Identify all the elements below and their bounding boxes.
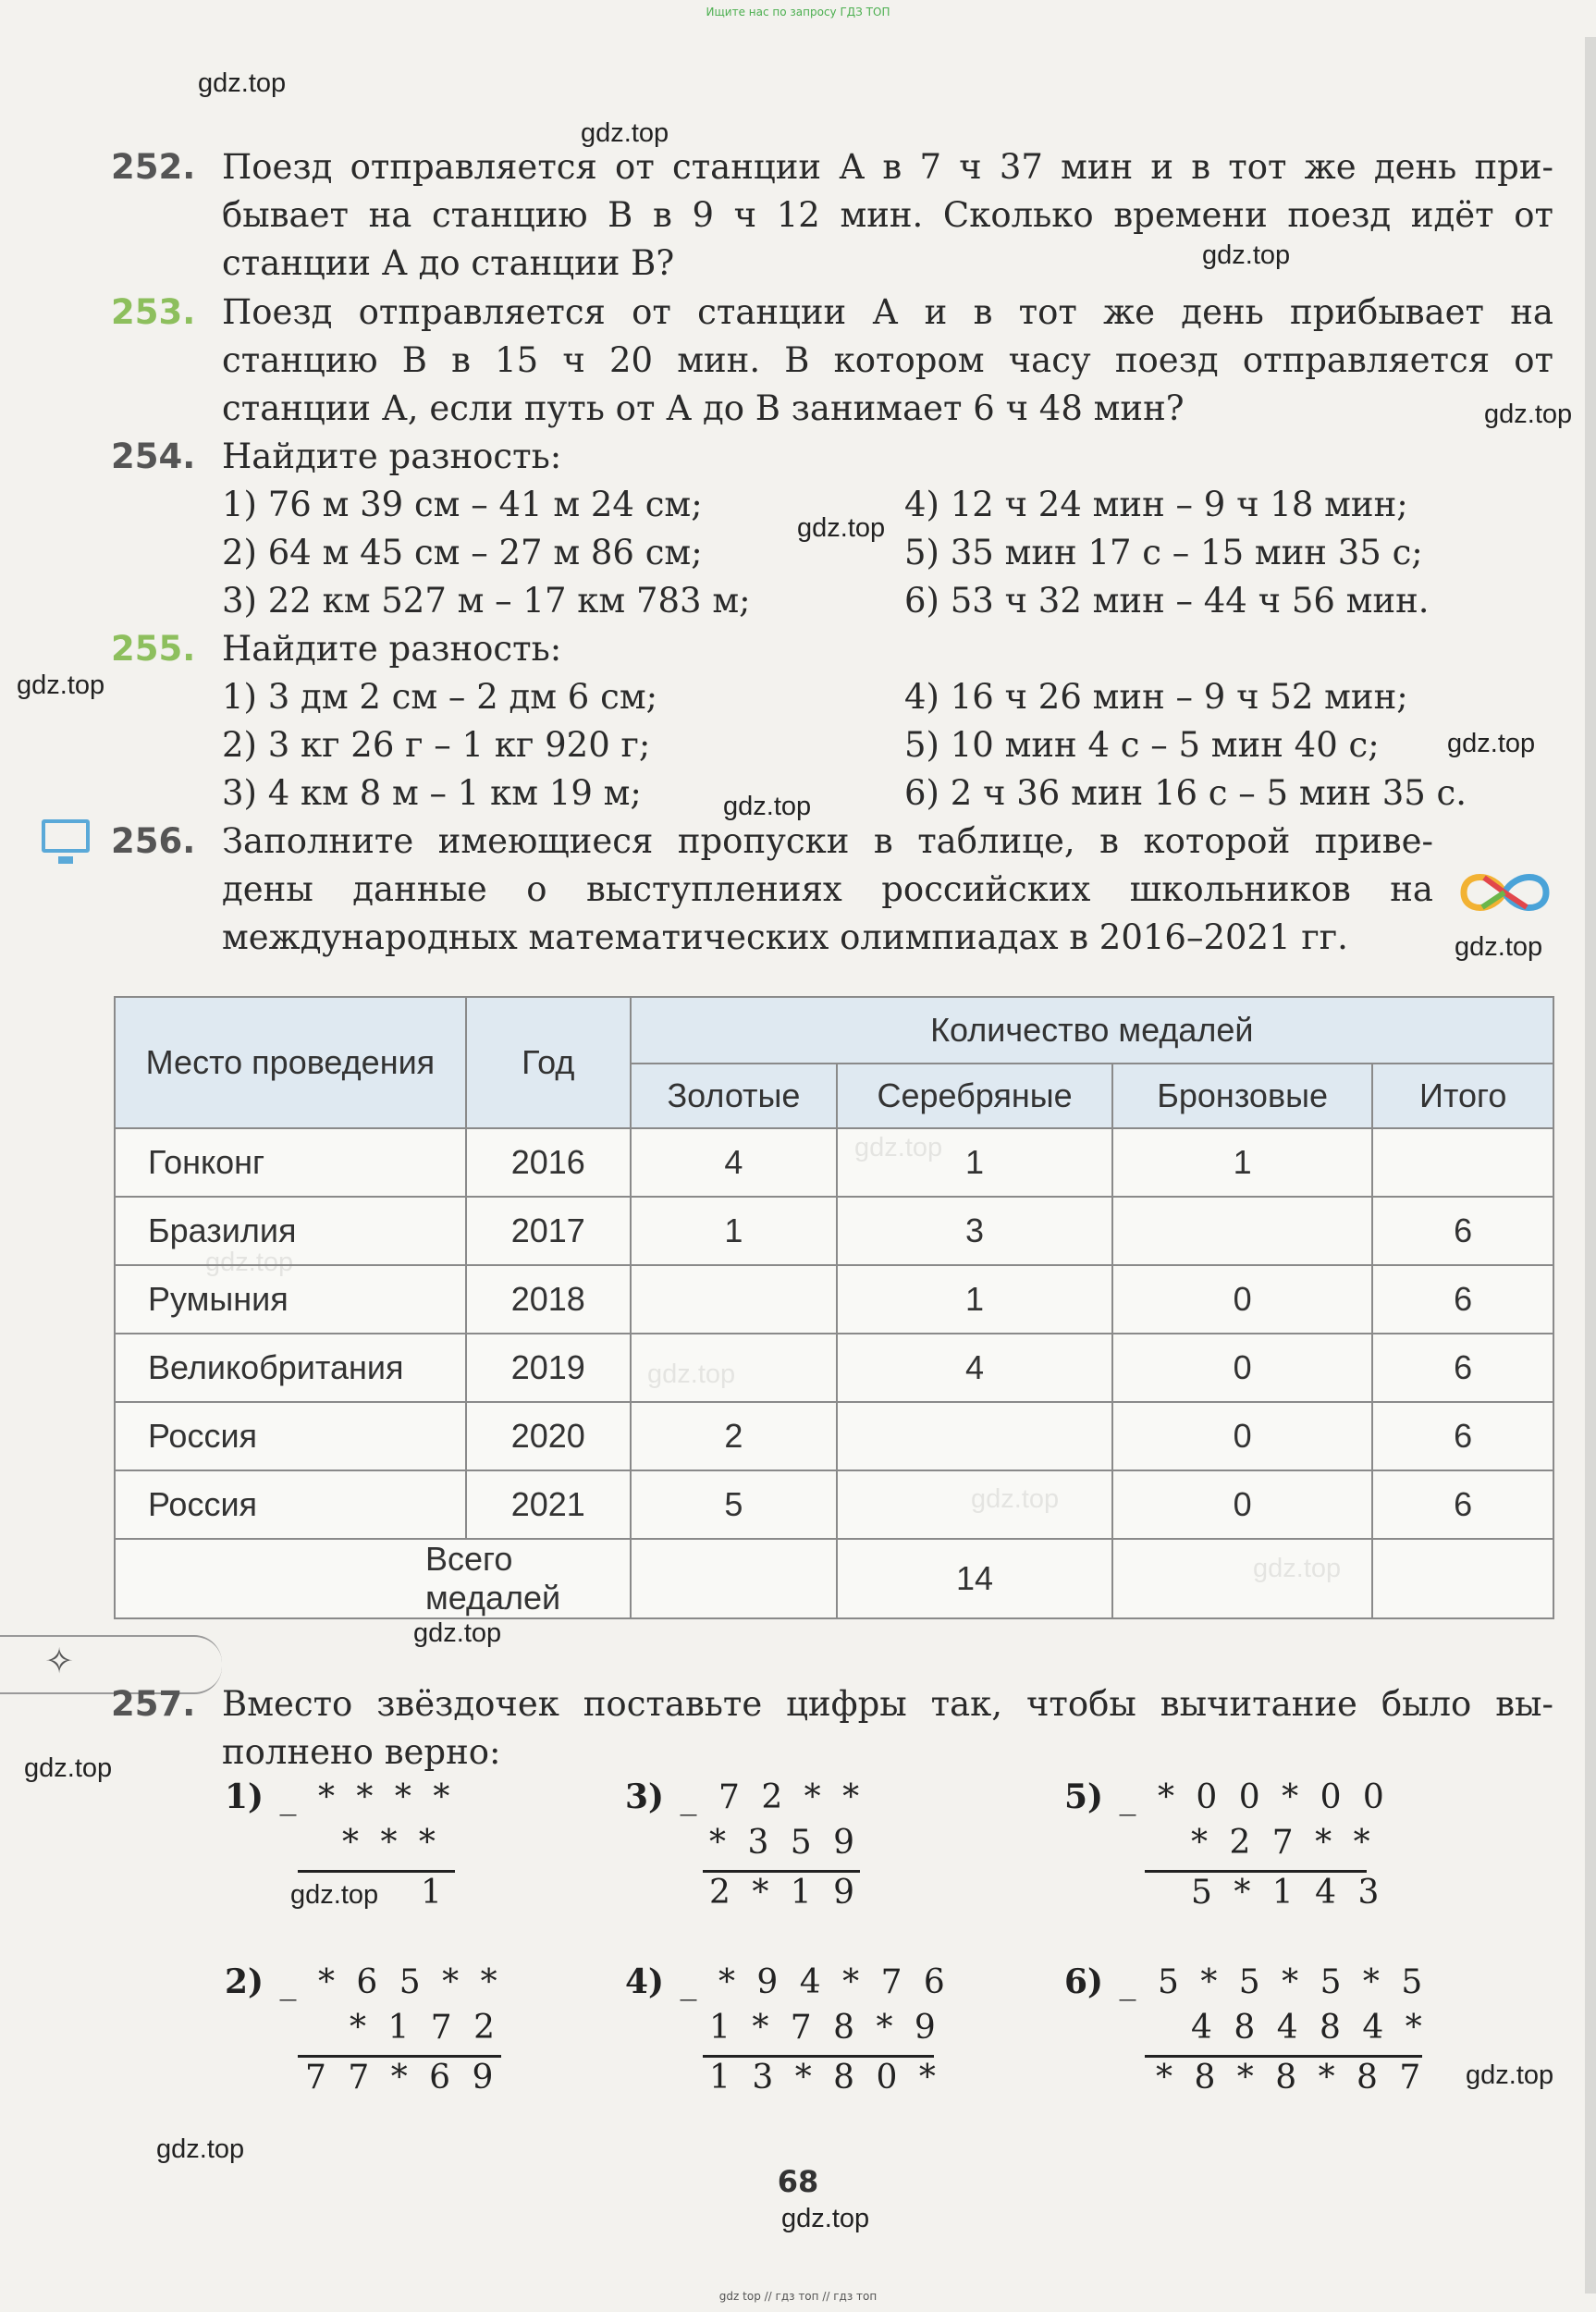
task-text-line: Заполните имеющиеся пропуски в таблице, в которой приве-	[222, 821, 1433, 861]
header-bronze: Бронзовые	[1112, 1064, 1373, 1128]
sum-line	[1145, 2055, 1422, 2058]
task-text-line: Вместо звёздочек поставьте цифры так, чтобы вычитание было вы-	[222, 1684, 1553, 1724]
cell-total: 6	[1372, 1334, 1553, 1402]
task-256	[111, 818, 1433, 962]
puzzle-label: 3)	[625, 1777, 665, 1816]
task-item: 2) 64 м 45 см – 27 м 86 см;	[222, 533, 703, 572]
task-item: 6) 53 ч 32 мин – 44 ч 56 мин.	[904, 581, 1430, 621]
header-gold: Золотые	[631, 1064, 838, 1128]
task-number: 253.	[111, 292, 196, 332]
cell-total-label: Всего медалей	[115, 1539, 631, 1618]
table-row	[115, 1197, 1553, 1265]
medals-table	[114, 996, 1554, 1619]
watermark: gdz.top	[581, 118, 669, 148]
task-text-line: Поезд отправляется от станции А и в тот же день прибывает на	[222, 292, 1553, 332]
difference: * 8 * 8 * 8 7	[1156, 2059, 1427, 2097]
subtrahend: * * *	[342, 1824, 441, 1862]
task-253	[111, 289, 1553, 433]
task-item: 3) 22 км 527 м – 17 км 783 м;	[222, 581, 751, 621]
table-row	[115, 1128, 1553, 1197]
sum-line	[703, 2055, 934, 2058]
task-text-line: дены данные о выступлениях российских школьников на	[222, 869, 1433, 909]
cell-bronze	[1112, 1197, 1373, 1265]
task-255	[111, 625, 1553, 673]
header-silver: Серебряные	[837, 1064, 1112, 1128]
computer-icon	[42, 819, 90, 853]
watermark: gdz.top	[723, 792, 812, 821]
sum-line	[703, 1870, 860, 1873]
subtrahend: * 1 7 2	[350, 2009, 501, 2047]
task-257	[111, 1680, 1553, 1777]
header-total: Итого	[1372, 1064, 1553, 1128]
page-edge	[1585, 37, 1596, 2294]
task-number: 256.	[111, 821, 196, 861]
cell-bronze: 0	[1112, 1402, 1373, 1470]
star-icon: ✧	[44, 1641, 74, 1681]
task-number: 254.	[111, 437, 196, 476]
sum-line	[1145, 1870, 1367, 1873]
task-item: 5) 35 мин 17 с – 15 мин 35 с;	[904, 533, 1423, 572]
cell-total	[1372, 1128, 1553, 1197]
puzzle-label: 2)	[225, 1962, 264, 2001]
table-total-row	[115, 1539, 1553, 1618]
cell-place: Румыния	[115, 1265, 466, 1334]
task-item: 4) 16 ч 26 мин – 9 ч 52 мин;	[904, 677, 1408, 717]
cell-place: Россия	[115, 1470, 466, 1539]
task-254	[111, 433, 1553, 481]
task-text-line: станцию В в 15 ч 20 мин. В котором часу поезд отправляется от	[222, 340, 1553, 380]
task-text-line: полнено верно:	[222, 1732, 501, 1772]
cell-total: 6	[1372, 1402, 1553, 1470]
puzzle-label: 1)	[225, 1777, 264, 1816]
cell-silver	[837, 1470, 1112, 1539]
cell-gold: 1	[631, 1197, 838, 1265]
minuend: _ * 6 5 * *	[279, 1963, 503, 2001]
watermark: gdz.top	[290, 1880, 379, 1910]
task-text-line: Поезд отправляется от станции А в 7 ч 37 мин и в тот же день при-	[222, 147, 1553, 187]
cell-silver: 1	[837, 1265, 1112, 1334]
cell-silver: 3	[837, 1197, 1112, 1265]
cell-total-silver: 14	[837, 1539, 1112, 1618]
cell-year: 2019	[466, 1334, 631, 1402]
cell-silver: 1	[837, 1128, 1112, 1197]
watermark: gdz.top	[797, 513, 886, 543]
cell-bronze: 1	[1112, 1128, 1373, 1197]
watermark: gdz.top	[413, 1618, 502, 1648]
cell-year: 2021	[466, 1470, 631, 1539]
watermark: gdz.top	[24, 1753, 113, 1783]
cell-bronze: 0	[1112, 1265, 1373, 1334]
difference: 1 3 * 8 0 *	[709, 2059, 941, 2097]
subtrahend: 4 8 4 8 4 *	[1191, 2009, 1428, 2047]
difference: 7 7 * 6 9	[305, 2059, 499, 2097]
cell-gold: 2	[631, 1402, 838, 1470]
watermark: gdz.top	[198, 68, 287, 98]
cell-total: 6	[1372, 1197, 1553, 1265]
task-number: 252.	[111, 147, 196, 187]
subtrahend: 1 * 7 8 * 9	[709, 2009, 941, 2047]
cell-gold: 4	[631, 1128, 838, 1197]
watermark: gdz.top	[17, 670, 105, 700]
cell-year: 2018	[466, 1265, 631, 1334]
task-title: Найдите разность:	[222, 629, 562, 669]
cell-total: 6	[1372, 1265, 1553, 1334]
task-item: 5) 10 мин 4 с – 5 мин 40 с;	[904, 725, 1380, 765]
table-row	[115, 1470, 1553, 1539]
task-number: 257.	[111, 1684, 196, 1724]
cell-place: Бразилия	[115, 1197, 466, 1265]
task-text-line: станции А, если путь от А до В занимает 6 ч 48 мин?	[222, 388, 1185, 428]
cell-silver	[837, 1402, 1112, 1470]
page-number: 68	[777, 2164, 819, 2199]
cell-place: Великобритания	[115, 1334, 466, 1402]
cell-total-gold	[631, 1539, 838, 1618]
task-item: 4) 12 ч 24 мин – 9 ч 18 мин;	[904, 485, 1408, 524]
minuend: _ * 0 0 * 0 0	[1119, 1778, 1390, 1816]
cell-total: 6	[1372, 1470, 1553, 1539]
cell-gold	[631, 1265, 838, 1334]
cell-year: 2017	[466, 1197, 631, 1265]
task-item: 2) 3 кг 26 г – 1 кг 920 г;	[222, 725, 651, 765]
task-item: 6) 2 ч 36 мин 16 с – 5 мин 35 с.	[904, 773, 1467, 813]
header-medals: Количество медалей	[631, 997, 1553, 1064]
task-item: 3) 4 км 8 м – 1 км 19 м;	[222, 773, 642, 813]
subtrahend: * 2 7 * *	[1191, 1824, 1376, 1862]
table-row	[115, 1402, 1553, 1470]
task-252	[111, 143, 1553, 288]
minuend: _ * 9 4 * 7 6	[680, 1963, 951, 2001]
sum-line	[298, 2055, 501, 2058]
difference: 5 * 1 4 3	[1191, 1874, 1385, 1912]
puzzle-label: 5)	[1064, 1777, 1104, 1816]
cell-silver: 4	[837, 1334, 1112, 1402]
sum-line	[298, 1870, 455, 1873]
cell-year: 2020	[466, 1402, 631, 1470]
watermark: gdz.top	[781, 2204, 870, 2233]
watermark: gdz.top	[156, 2134, 245, 2164]
watermark: gdz.top	[1455, 932, 1543, 962]
watermark: gdz.top	[1484, 400, 1573, 429]
task-text-line: бывает на станцию В в 9 ч 12 мин. Сколько времени поезд идёт от	[222, 195, 1553, 235]
task-item: 1) 76 м 39 см – 41 м 24 см;	[222, 485, 703, 524]
task-number: 255.	[111, 629, 196, 669]
cell-bronze: 0	[1112, 1334, 1373, 1402]
cell-gold: 5	[631, 1470, 838, 1539]
table-row	[115, 1334, 1553, 1402]
task-title: Найдите разность:	[222, 437, 562, 476]
puzzle-label: 4)	[625, 1962, 665, 2001]
minuend: _ * * * *	[279, 1778, 456, 1816]
task-text-line: станции А до станции В?	[222, 243, 675, 283]
cell-gold	[631, 1334, 838, 1402]
minuend: _ 7 2 * *	[680, 1778, 866, 1816]
cell-bronze: 0	[1112, 1470, 1373, 1539]
cell-total-all	[1372, 1539, 1553, 1618]
watermark: gdz.top	[1466, 2060, 1554, 2090]
difference: 1	[421, 1874, 448, 1912]
cell-place: Гонконг	[115, 1128, 466, 1197]
task-item: 1) 3 дм 2 см – 2 дм 6 см;	[222, 677, 658, 717]
minuend: _ 5 * 5 * 5 * 5	[1119, 1963, 1429, 2001]
watermark: gdz.top	[1447, 729, 1536, 758]
header-year: Год	[466, 997, 631, 1128]
footer-note: gdz top // гдз топ // гдз топ	[718, 2290, 878, 2303]
table-row	[115, 1265, 1553, 1334]
cell-place: Россия	[115, 1402, 466, 1470]
watermark: gdz.top	[1202, 240, 1291, 270]
cell-total-bronze	[1112, 1539, 1373, 1618]
task-text-line: международных математических олимпиадах в 2016–2021 гг.	[222, 917, 1348, 957]
difference: 2 * 1 9	[709, 1874, 861, 1912]
cell-year: 2016	[466, 1128, 631, 1197]
infinity-logo-icon	[1456, 865, 1553, 920]
header-place: Место проведения	[115, 997, 466, 1128]
subtrahend: * 3 5 9	[709, 1824, 861, 1862]
puzzle-label: 6)	[1064, 1962, 1104, 2001]
header-note: Ищите нас по запросу ГДЗ ТОП	[706, 6, 890, 18]
